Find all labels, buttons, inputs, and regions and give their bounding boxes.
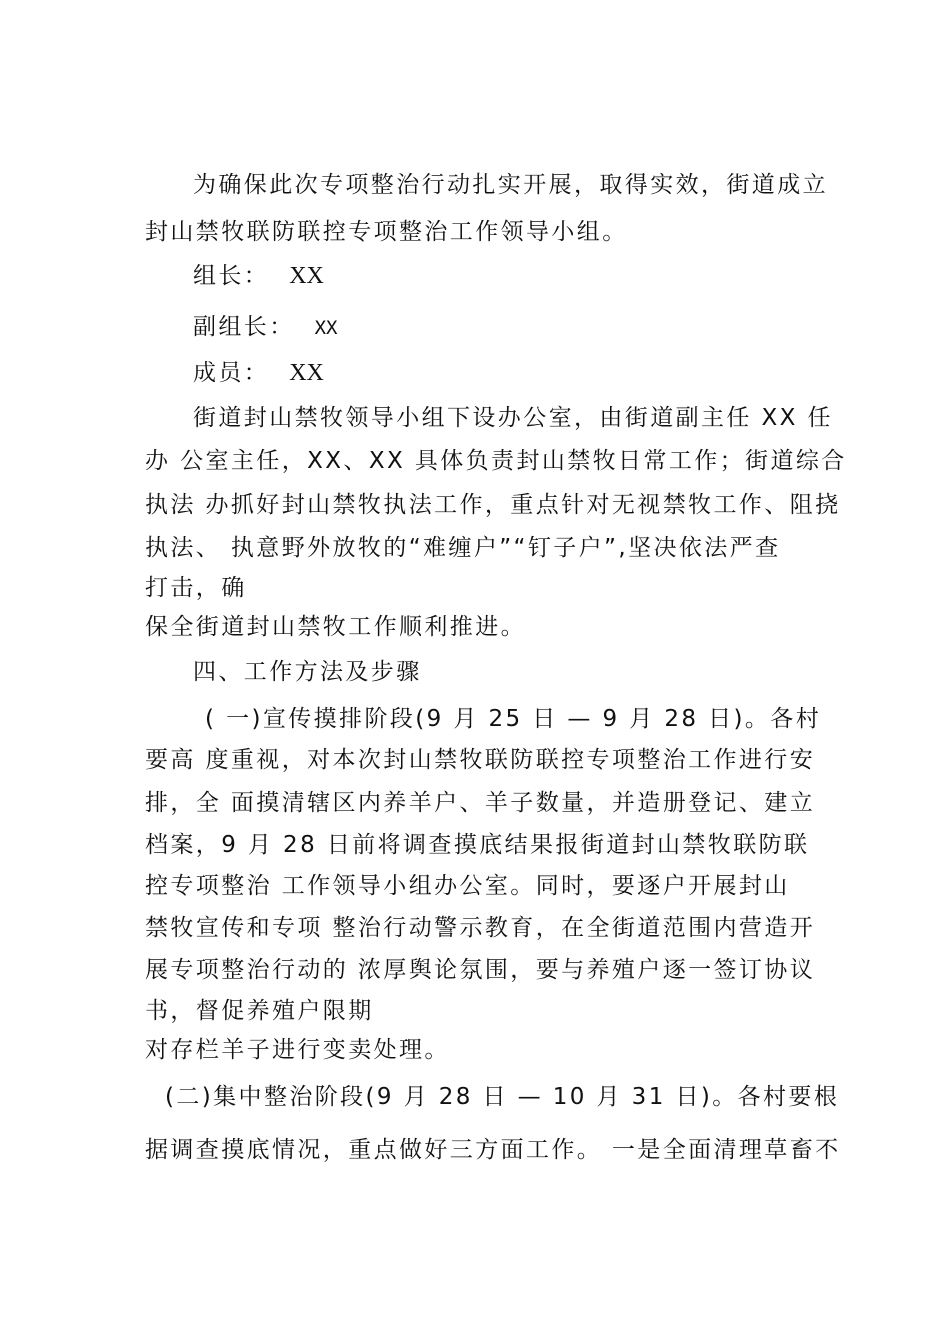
office-line-2: 办 公室主任，XX、XX 具体负责封山禁牧日常工作；街道综合 [145, 448, 847, 474]
members-label: 成员： [193, 360, 270, 386]
deputy-label: 副组长： [193, 314, 295, 340]
leader-value: XX [289, 263, 324, 289]
office-line-3: 执法 办抓好封山禁牧执法工作，重点针对无视禁牧工作、阻挠 [145, 492, 841, 518]
leader-label: 组长： [193, 263, 270, 289]
phase1-line-3: 排，全 面摸清辖区内养羊户、羊子数量，并造册登记、建立 [145, 790, 816, 816]
phase1-line-7: 展专项整治行动的 浓厚舆论氛围，要与养殖户逐一签订协议 [145, 957, 816, 983]
members-value: XX [289, 360, 324, 386]
phase1-line-4: 档案，9 月 28 日前将调查摸底结果报街道封山禁牧联防联 [145, 832, 810, 858]
deputy-row [193, 312, 338, 343]
leader-row [193, 261, 324, 291]
section-heading: 四、工作方法及步骤 [193, 659, 422, 685]
phase1-line-2: 要高 度重视，对本次封山禁牧联防联控专项整治工作进行安 [145, 747, 816, 773]
phase1-line-6: 禁牧宣传和专项 整治行动警示教育，在全街道范围内营造开 [145, 915, 816, 941]
members-row [193, 358, 324, 388]
deputy-value: XX [314, 317, 338, 339]
office-line-5: 打击，确 [145, 575, 247, 601]
office-line-1: 街道封山禁牧领导小组下设办公室，由街道副主任 XX 任 [193, 405, 833, 431]
phase1-line-5: 控专项整治 工作领导小组办公室。同时，要逐户开展封山 [145, 873, 790, 899]
phase1-line-9: 对存栏羊子进行变卖处理。 [145, 1037, 450, 1063]
intro-line-2: 封山禁牧联防联控专项整治工作领导小组。 [145, 219, 628, 245]
phase2-line-2: 据调查摸底情况，重点做好三方面工作。 一是全面清理草畜不 [145, 1137, 841, 1163]
office-line-6: 保全街道封山禁牧工作顺利推进。 [145, 614, 526, 640]
phase2-line-1: (二)集中整治阶段(9 月 28 日 — 10 月 31 日)。各村要根 [165, 1084, 840, 1110]
intro-line-1: 为确保此次专项整治行动扎实开展，取得实效，街道成立 [193, 172, 828, 198]
phase1-line-1: ( 一)宣传摸排阶段(9 月 25 日 — 9 月 28 日)。各村 [205, 706, 822, 732]
phase1-line-8: 书，督促养殖户限期 [145, 998, 374, 1024]
office-line-4: 执法、 执意野外放牧的“难缠户”“钉子户”,坚决依法严查 [145, 535, 781, 561]
